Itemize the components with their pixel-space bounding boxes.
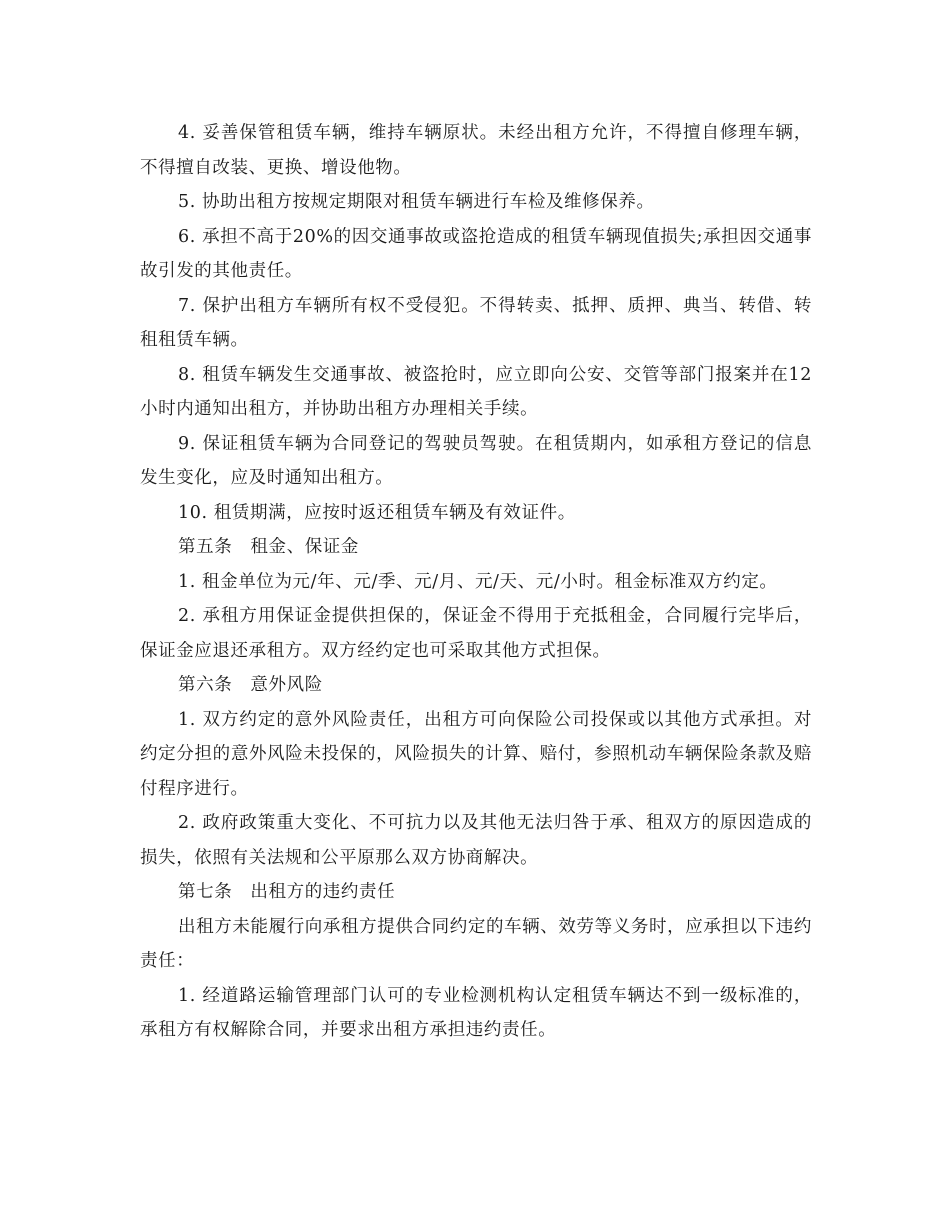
- article-6-heading: 第六条 意外风险: [178, 675, 323, 695]
- clause-item-9: 9. 保证租赁车辆为合同登记的驾驶员驾驶。在租赁期内，如承租方登记的信息发生变化，应及时通知出租方。: [140, 433, 812, 488]
- article-7-intro: 出租方未能履行向承租方提供合同约定的车辆、效劳等义务时，应承担以下违约责任：: [140, 916, 812, 971]
- article-6-item-2: 2. 政府政策重大变化、不可抗力以及其他无法归咎于承、租双方的原因造成的损失，依照有关法规和公平原那么双方协商解决。: [140, 813, 812, 868]
- clause-item-10: 10. 租赁期满，应按时返还租赁车辆及有效证件。: [178, 502, 576, 523]
- clause-item-7: 7. 保护出租方车辆所有权不受侵犯。不得转卖、抵押、质押、典当、转借、转租租赁车辆。: [140, 295, 812, 350]
- article-5-heading: 第五条 租金、保证金: [178, 537, 359, 557]
- clause-item-8: 8. 租赁车辆发生交通事故、被盗抢时，应立即向公安、交管等部门报案并在12小时内通知出租方，并协助出租方办理相关手续。: [140, 364, 812, 419]
- document-body: [140, 116, 812, 1048]
- article-7-heading: 第七条 出租方的违约责任: [178, 882, 396, 902]
- article-5-item-1: 1. 租金单位为元/年、元/季、元/月、元/天、元/小时。租金标准双方约定。: [178, 571, 778, 592]
- clause-item-6: 6. 承担不高于20%的因交通事故或盗抢造成的租赁车辆现值损失;承担因交通事故引发的其他责任。: [140, 226, 812, 281]
- article-7-item-1: 1. 经道路运输管理部门认可的专业检测机构认定租赁车辆达不到一级标准的，承租方有权解除合同，并要求出租方承担违约责任。: [140, 985, 812, 1040]
- clause-item-5: 5. 协助出租方按规定期限对租赁车辆进行车检及维修保养。: [178, 192, 655, 212]
- article-5-item-2: 2. 承租方用保证金提供担保的，保证金不得用于充抵租金，合同履行完毕后，保证金应退还承租方。双方经约定也可采取其他方式担保。: [140, 606, 812, 661]
- clause-item-4: 4. 妥善保管租赁车辆，维持车辆原状。未经出租方允许，不得擅自修理车辆，不得擅自改装、更换、增设他物。: [140, 123, 812, 178]
- article-6-item-1: 1. 双方约定的意外风险责任，出租方可向保险公司投保或以其他方式承担。对约定分担的意外风险未投保的，风险损失的计算、赔付，参照机动车辆保险条款及赔付程序进行。: [140, 709, 812, 799]
